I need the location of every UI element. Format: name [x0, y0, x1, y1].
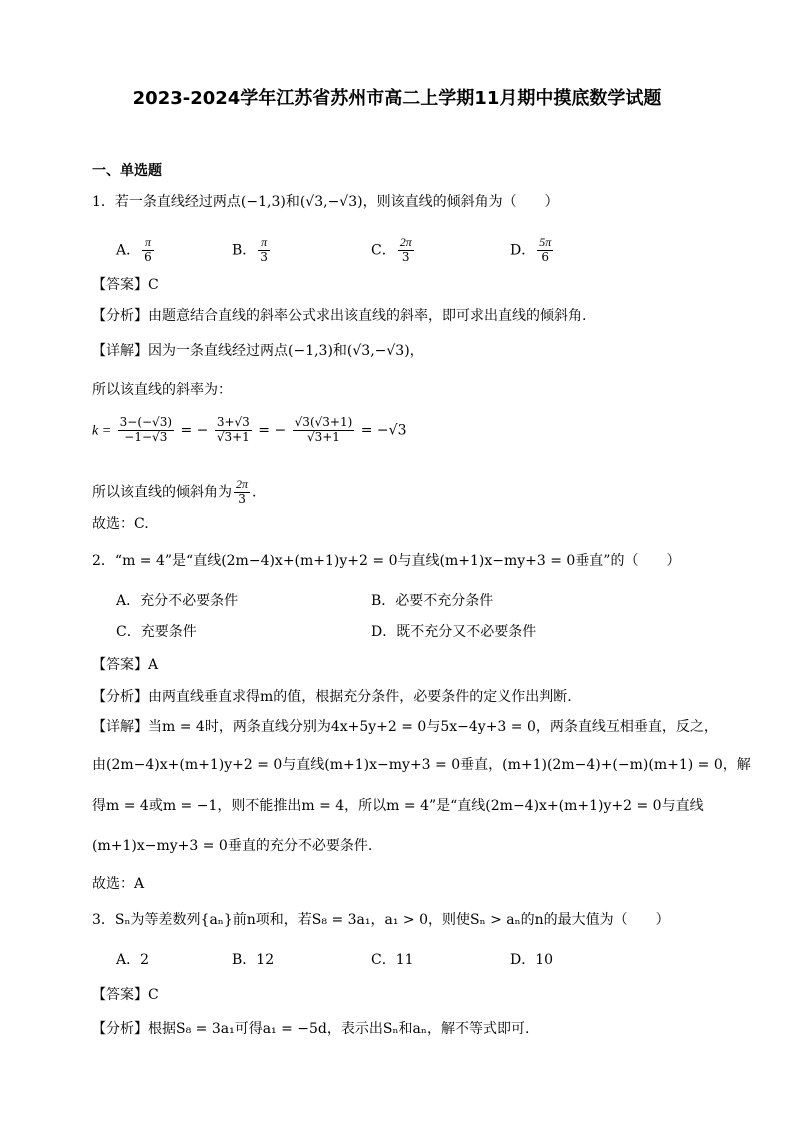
q1-answer — [92, 278, 159, 292]
slope-result: = −√3 — [360, 422, 407, 439]
q1-choice: 故选：C. — [92, 516, 149, 532]
angle-fraction — [234, 478, 250, 507]
q3-option-c: C．11 — [371, 952, 414, 968]
q2-detail-line-3: 得m = 4或m = −1，则不能推出m = 4，所以m = 4”是“直线(2m−4)x+(m+1)y+2 = 0与直线 — [92, 798, 704, 814]
detail-text: 当m = 4时，两条直线分别为4x+5y+2 = 0与5x−4y+3 = 0，两条直线互相垂直，反之， — [148, 719, 718, 735]
analysis-text: 由两直线垂直求得m的值，根据充分条件，必要条件的定义作出判断. — [148, 689, 572, 705]
answer-tag: 【答案】 — [92, 657, 148, 673]
slope-fraction-3-num: √3(√3+1) — [294, 415, 353, 429]
q1-option-a-label: A． — [116, 242, 141, 259]
slope-k-label: k = — [92, 423, 112, 439]
answer-tag: 【答案】 — [92, 987, 148, 1003]
q1-option-d-den: 6 — [541, 249, 550, 264]
q1-option-c — [371, 236, 416, 265]
q1-option-b-label: B． — [232, 242, 257, 259]
q1-option-b-den: 3 — [260, 249, 268, 264]
q3-option-a: A．2 — [116, 952, 150, 968]
q3-option-b: B．12 — [232, 952, 275, 968]
slope-fraction-1-den: −1−√3 — [124, 429, 168, 444]
q1-analysis — [92, 309, 586, 323]
slope-fraction-1 — [118, 416, 174, 445]
analysis-tag: 【分析】 — [92, 689, 148, 705]
slope-fraction-3-den: √3+1 — [306, 429, 340, 444]
slope-fraction-2 — [215, 416, 252, 445]
q2-detail — [92, 720, 718, 734]
angle-prefix: 所以该直线的倾斜角为 — [92, 484, 232, 501]
analysis-tag: 【分析】 — [92, 1021, 148, 1037]
q2-option-c: C．充要条件 — [116, 624, 197, 640]
q2-option-d: D．既不充分又不必要条件 — [371, 624, 537, 640]
q1-option-c-den: 3 — [401, 249, 410, 264]
page-title: 2023-2024学年江苏省苏州市高二上学期11月期中摸底数学试题 — [132, 88, 662, 109]
answer-value: C — [148, 987, 159, 1003]
q2-answer — [92, 658, 158, 672]
q1-option-c-fraction — [398, 236, 414, 265]
q1-option-a — [116, 236, 156, 265]
q2-detail-line-2: 由(2m−4)x+(m+1)y+2 = 0与直线(m+1)x−my+3 = 0垂直，(m+1)(2m−4)+(−m)(m+1) = 0，解 — [92, 757, 751, 773]
q1-option-a-fraction — [142, 236, 154, 265]
angle-period: . — [252, 484, 257, 501]
detail-tag: 【详解】 — [92, 343, 148, 359]
detail-text: 因为一条直线经过两点(−1,3)和(√3,−√3)， — [148, 343, 424, 359]
q1-option-b-num: π — [258, 236, 270, 251]
slope-equals-2: = − — [258, 422, 287, 439]
q2-analysis — [92, 690, 572, 704]
section-heading: 一、单选题 — [92, 163, 162, 179]
slope-fraction-2-num: 3+√3 — [216, 415, 250, 429]
analysis-text: 根据S₈ = 3a₁可得a₁ = −5d，表示出Sₙ和aₙ，解不等式即可. — [148, 1021, 530, 1037]
q3-option-d: D．10 — [510, 952, 554, 968]
q2-choice: 故选：A — [92, 876, 145, 892]
question-3-stem: 3．Sₙ为等差数列{aₙ}前n项和，若S₈ = 3a₁，a₁ > 0，则使Sₙ > aₙ的n的最大值为（ ） — [92, 912, 670, 928]
q1-option-d-fraction — [537, 236, 553, 265]
q1-option-d-num: 5π — [539, 235, 552, 249]
answer-value: A — [148, 657, 159, 673]
q1-option-d — [510, 236, 555, 265]
q1-option-c-label: C． — [371, 242, 396, 259]
answer-value: C — [148, 277, 159, 293]
question-1-stem: 1．若一条直线经过两点(−1,3)和(√3,−√3)，则该直线的倾斜角为（ ） — [92, 194, 559, 210]
q2-option-a: A．充分不必要条件 — [116, 593, 239, 609]
q1-option-a-den: 6 — [144, 249, 152, 264]
q1-slope-equation — [92, 416, 406, 445]
q1-option-a-num: π — [142, 236, 154, 251]
q1-slope-intro: 所以该直线的斜率为： — [92, 382, 232, 398]
q1-angle-conclusion — [92, 478, 256, 507]
q1-option-c-num: 2π — [399, 235, 412, 249]
q2-option-b: B．必要不充分条件 — [371, 593, 494, 609]
q3-analysis — [92, 1022, 529, 1036]
slope-fraction-1-num: 3−(−√3) — [119, 415, 173, 429]
slope-equals-1: = − — [180, 422, 209, 439]
q1-detail — [92, 344, 424, 358]
slope-fraction-3 — [293, 416, 355, 445]
question-2-stem: 2．“m = 4”是“直线(2m−4)x+(m+1)y+2 = 0与直线(m+1)x−my+3 = 0垂直”的（ ） — [92, 553, 681, 569]
q2-detail-line-4: (m+1)x−my+3 = 0垂直的充分不必要条件. — [92, 838, 373, 854]
q3-answer — [92, 988, 159, 1002]
slope-fraction-2-den: √3+1 — [216, 429, 250, 444]
analysis-tag: 【分析】 — [92, 308, 148, 324]
q1-option-b-fraction — [258, 236, 270, 265]
q1-option-d-label: D． — [510, 242, 536, 259]
answer-tag: 【答案】 — [92, 277, 148, 293]
angle-fraction-den: 3 — [238, 491, 246, 506]
q1-option-b — [232, 236, 272, 265]
angle-fraction-num: 2π — [236, 477, 249, 491]
detail-tag: 【详解】 — [92, 719, 148, 735]
analysis-text: 由题意结合直线的斜率公式求出该直线的斜率，即可求出直线的倾斜角. — [148, 308, 587, 324]
